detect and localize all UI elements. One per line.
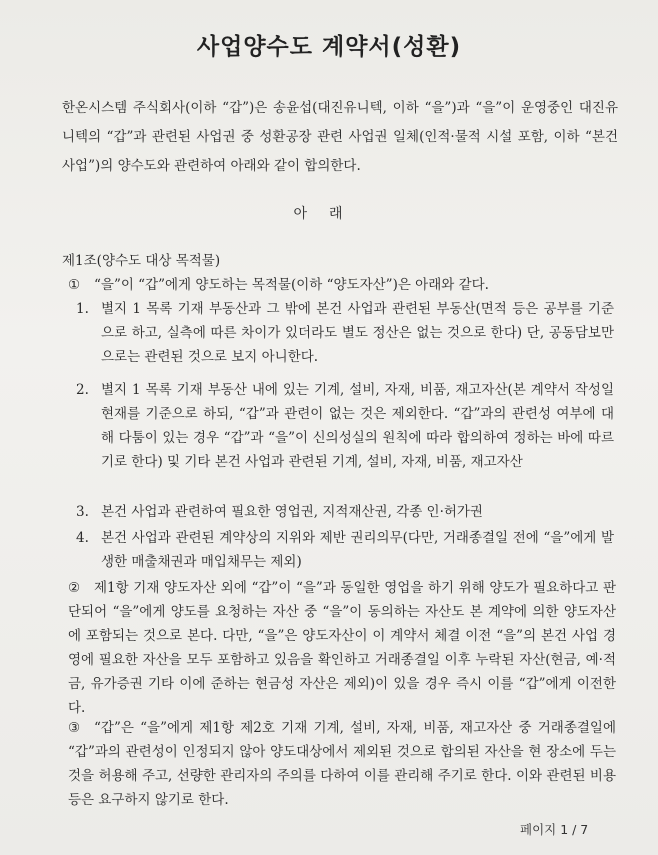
- clause-1-text: “을”이 “갑”에게 양도하는 목적물(이하 “양도자산”)은 아래와 같다.: [94, 277, 489, 293]
- clause-2: [68, 576, 616, 720]
- list-item-number: 3.: [76, 504, 89, 520]
- page-number: 페이지 1 / 7: [520, 822, 589, 837]
- list-item-text: 별지 1 목록 기재 부동산과 그 밖에 본건 사업과 관련된 부동산(면적 등은 공부를 기준으로 하고, 실측에 따른 차이가 있더라도 별도 정산은 없는 것으로 한다) 단, 공동담보만으로는 관련된 것으로 보지 아니한다.: [101, 301, 614, 365]
- list-item-text: 본건 사업과 관련하여 필요한 영업권, 지적재산권, 각종 인·허가권: [101, 504, 483, 520]
- list-item-number: 1.: [76, 301, 89, 317]
- list-item-text: 본건 사업과 관련된 계약상의 지위와 제반 권리의무(다만, 거래종결일 전에 “을”에게 발생한 매출채권과 매입채무는 제외): [101, 530, 614, 570]
- list-item-number: 4.: [76, 530, 89, 546]
- section-subheading: 아래: [293, 206, 365, 222]
- list-item-text: 별지 1 목록 기재 부동산 내에 있는 기계, 설비, 자재, 비품, 재고자산(본 계약서 작성일 현재를 기준으로 하되, “갑”과 관련이 없는 것은 제외한다. “갑”과의 관련성 여부에 대해 다툼이 있는 경우 “갑”과 “을”이 신의성실의 원칙에 따라 합의하여 정하는 바에 따르기로 한다) 및 기타 본건 사업과 관련된 기계, 설비, 자재, 비품, 재고자산: [101, 382, 614, 470]
- list-item: [76, 297, 614, 369]
- clause-3: [68, 716, 616, 812]
- clause-3-number: ③: [68, 720, 81, 736]
- intro-paragraph: 한온시스템 주식회사(이하 “갑”)은 송윤섭(대진유니텍, 이하 “을”)과 “을”이 운영중인 대진유니텍의 “갑”과 관련된 사업권 중 성환공장 관련 사업권 일체(인적·물적 시설 포함, 이하 “본건 사업”)의 양수도와 관련하여 아래와 같이 합의한다.: [62, 100, 618, 174]
- clause-1: [68, 273, 616, 297]
- clause-3-text: “갑”은 “을”에게 제1항 제2호 기재 기계, 설비, 자재, 비품, 재고자산 중 거래종결일에 “갑”과의 관련성이 인정되지 않아 양도대상에서 제외된 것으로 합의된 자산을 현 장소에 두는 것을 허용해 주고, 선량한 관리자의 주의를 다하여 이를 관리해 주기로 한다. 이와 관련된 비용 등은 요구하지 않기로 한다.: [68, 720, 616, 808]
- list-item: [76, 526, 614, 574]
- clause-2-number: ②: [68, 580, 81, 596]
- list-item: [76, 500, 614, 524]
- list-item: [76, 378, 614, 474]
- clause-1-number: ①: [68, 277, 81, 293]
- list-item-number: 2.: [76, 382, 89, 398]
- document-title: 사업양수도 계약서(성환): [196, 34, 462, 60]
- clause-2-text: 제1항 기재 양도자산 외에 “갑”이 “을”과 동일한 영업을 하기 위해 양도가 필요하다고 판단되어 “을”에게 양도를 요청하는 자산 중 “을”이 동의하는 자산도 본 계약에 의한 양도자산에 포함되는 것으로 본다. 다만, “을”은 양도자산이 이 계약서 체결 이전 “을”의 본건 사업 경영에 필요한 자산을 모두 포함하고 있음을 확인하고 거래종결일 이후 누락된 자산(현금, 예·적금, 유가증권 기타 이에 준하는 현금성 자산은 제외)이 있을 경우 즉시 이를 “갑”에게 이전한다.: [68, 580, 616, 716]
- article-1-title: 제1조(양수도 대상 목적물): [62, 253, 221, 269]
